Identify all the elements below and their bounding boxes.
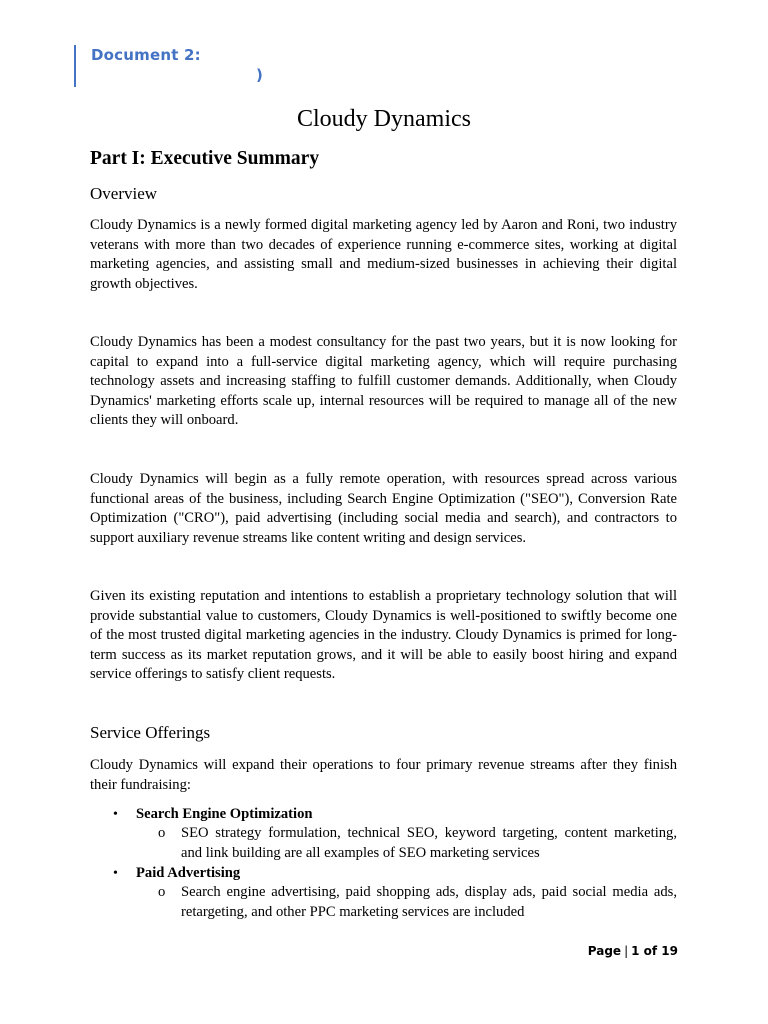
header-title: Document 2: <box>91 46 201 64</box>
service-title: Paid Advertising <box>136 865 241 881</box>
footer-separator: | <box>624 944 629 958</box>
overview-paragraph-1: Cloudy Dynamics is a newly formed digital marketing agency led by Aaron and Roni, two industry veterans with more than two decades of experience running e-commerce sites, working at digital marketing agencies, and assisting small and medium-sized businesses in achieving their digital growth objectives. <box>90 217 677 292</box>
header-paren: ) <box>256 66 263 84</box>
service-detail: Search engine advertising, paid shopping ads, display ads, paid social media ads, retargeting, and other PPC marketing services are included <box>181 884 677 920</box>
services-intro-paragraph: Cloudy Dynamics will expand their operations to four primary revenue streams after they finish their fundraising: <box>90 757 677 793</box>
page-number: 1 of 19 <box>631 944 678 958</box>
document-title: Cloudy Dynamics <box>297 106 471 132</box>
overview-heading: Overview <box>90 184 158 203</box>
header-accent-bar <box>74 45 76 87</box>
overview-paragraph-4: Given its existing reputation and intentions to establish a proprietary technology solution that will provide substantial value to customers, Cloudy Dynamics is well-positioned to swiftly become one of the most trusted digital marketing agencies in the industry. Cloudy Dynamics is primed for long-term success as its market reputation grows, and it will be able to easily boost hiring and expand service offerings to satisfy client requests. <box>90 588 677 682</box>
part-heading: Part I: Executive Summary <box>90 148 320 169</box>
sub-bullet-icon: o <box>158 825 166 841</box>
service-title: Search Engine Optimization <box>136 806 313 822</box>
services-heading: Service Offerings <box>90 723 211 742</box>
service-detail: SEO strategy formulation, technical SEO, keyword targeting, content marketing, and link building are all examples of SEO marketing services <box>181 825 677 861</box>
bullet-icon: • <box>113 807 118 822</box>
sub-bullet-icon: o <box>158 884 166 900</box>
overview-paragraph-2: Cloudy Dynamics has been a modest consultancy for the past two years, but it is now looking for capital to expand into a full-service digital marketing agency, which will require purchasing technology assets and increasing staffing to fulfill customer demands. Additionally, when Cloudy Dynamics' marketing efforts scale up, internal resources will be required to manage all of the new clients they will onboard. <box>90 334 677 428</box>
bullet-icon: • <box>113 866 118 881</box>
overview-paragraph-3: Cloudy Dynamics will begin as a fully remote operation, with resources spread across various functional areas of the business, including Search Engine Optimization ("SEO"), Conversion Rate Optimization ("CRO"), paid advertising (including social media and search), and contractors to support auxiliary revenue streams like content writing and design services. <box>90 471 677 546</box>
page-footer <box>588 944 678 958</box>
page-label: Page <box>587 944 622 958</box>
